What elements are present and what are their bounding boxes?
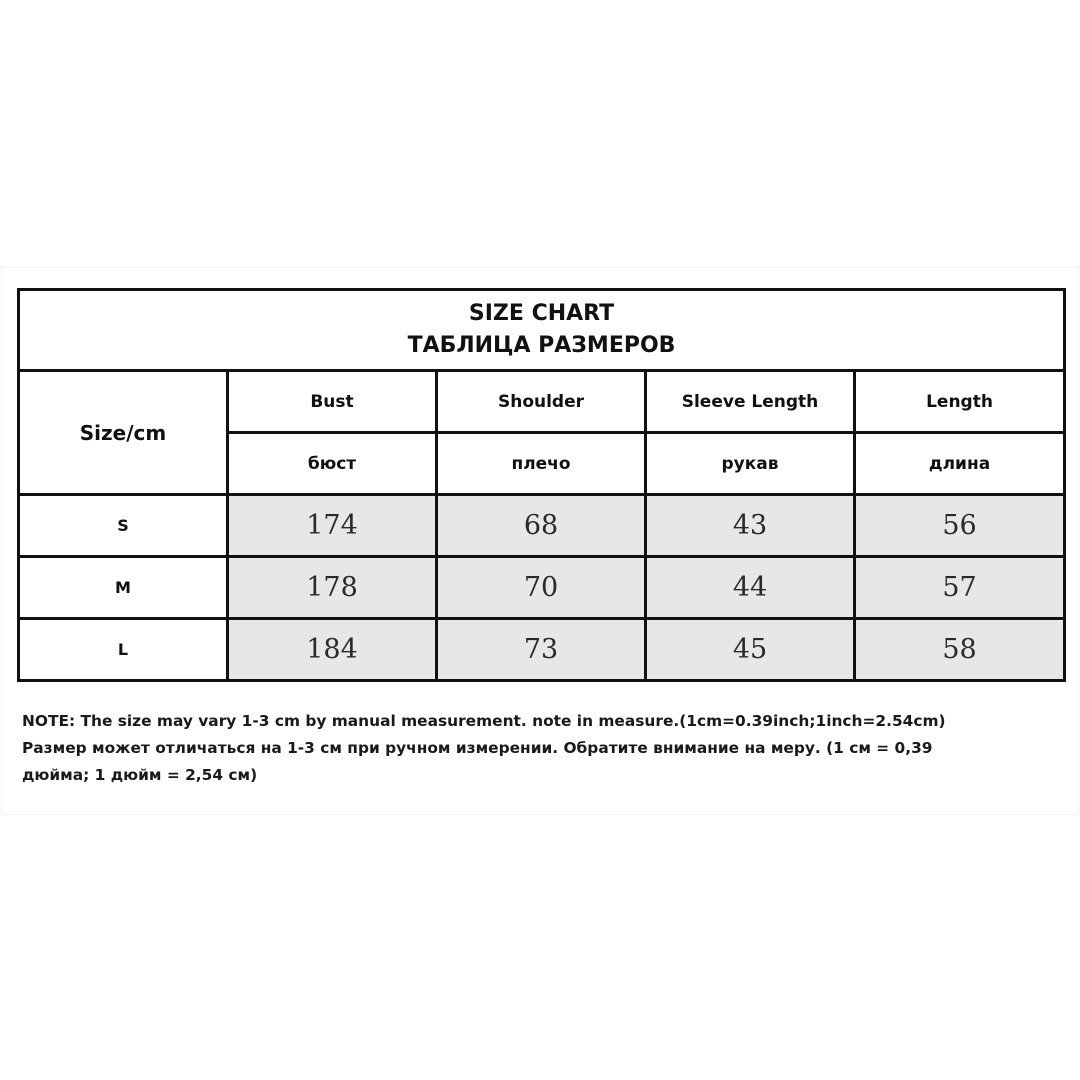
table-row [19, 619, 1065, 681]
chart-title-russian: ТАБЛИЦА РАЗМЕРОВ [407, 333, 676, 358]
size-label: M [19, 557, 228, 619]
length-value: 57 [855, 557, 1065, 619]
column-header-length-ru: длина [855, 433, 1065, 495]
chart-title [19, 290, 1065, 371]
column-header-length: Length [855, 371, 1065, 433]
bust-value: 184 [228, 619, 437, 681]
column-header-shoulder-ru: плечо [437, 433, 646, 495]
size-chart-table [17, 288, 1066, 682]
note-russian: Размер может отличаться на 1-3 см при ручном измерении. Обратите внимание на меру. (1 см = 0,39 [22, 739, 933, 757]
bust-value: 178 [228, 557, 437, 619]
note-russian-continued: дюйма; 1 дюйм = 2,54 см) [22, 766, 258, 784]
column-header-bust: Bust [228, 371, 437, 433]
shoulder-value: 68 [437, 495, 646, 557]
column-header-sleeve-length: Sleeve Length [646, 371, 855, 433]
note-english: NOTE: The size may vary 1-3 cm by manual measurement. note in measure.(1cm=0.39inch;1inch=2.54cm) [22, 712, 946, 730]
measurement-note [22, 708, 1062, 789]
length-value: 56 [855, 495, 1065, 557]
sleeve-length-value: 44 [646, 557, 855, 619]
bust-value: 174 [228, 495, 437, 557]
chart-title-english: SIZE CHART [468, 301, 615, 326]
header-row-english [19, 371, 1065, 433]
size-unit-label: Size/cm [19, 371, 228, 495]
sleeve-length-value: 45 [646, 619, 855, 681]
column-header-bust-ru: бюст [228, 433, 437, 495]
table-row [19, 557, 1065, 619]
length-value: 58 [855, 619, 1065, 681]
sleeve-length-value: 43 [646, 495, 855, 557]
shoulder-value: 73 [437, 619, 646, 681]
size-label: S [19, 495, 228, 557]
shoulder-value: 70 [437, 557, 646, 619]
title-row [19, 290, 1065, 371]
column-header-shoulder: Shoulder [437, 371, 646, 433]
size-label: L [19, 619, 228, 681]
column-header-sleeve-ru: рукав [646, 433, 855, 495]
table-row [19, 495, 1065, 557]
